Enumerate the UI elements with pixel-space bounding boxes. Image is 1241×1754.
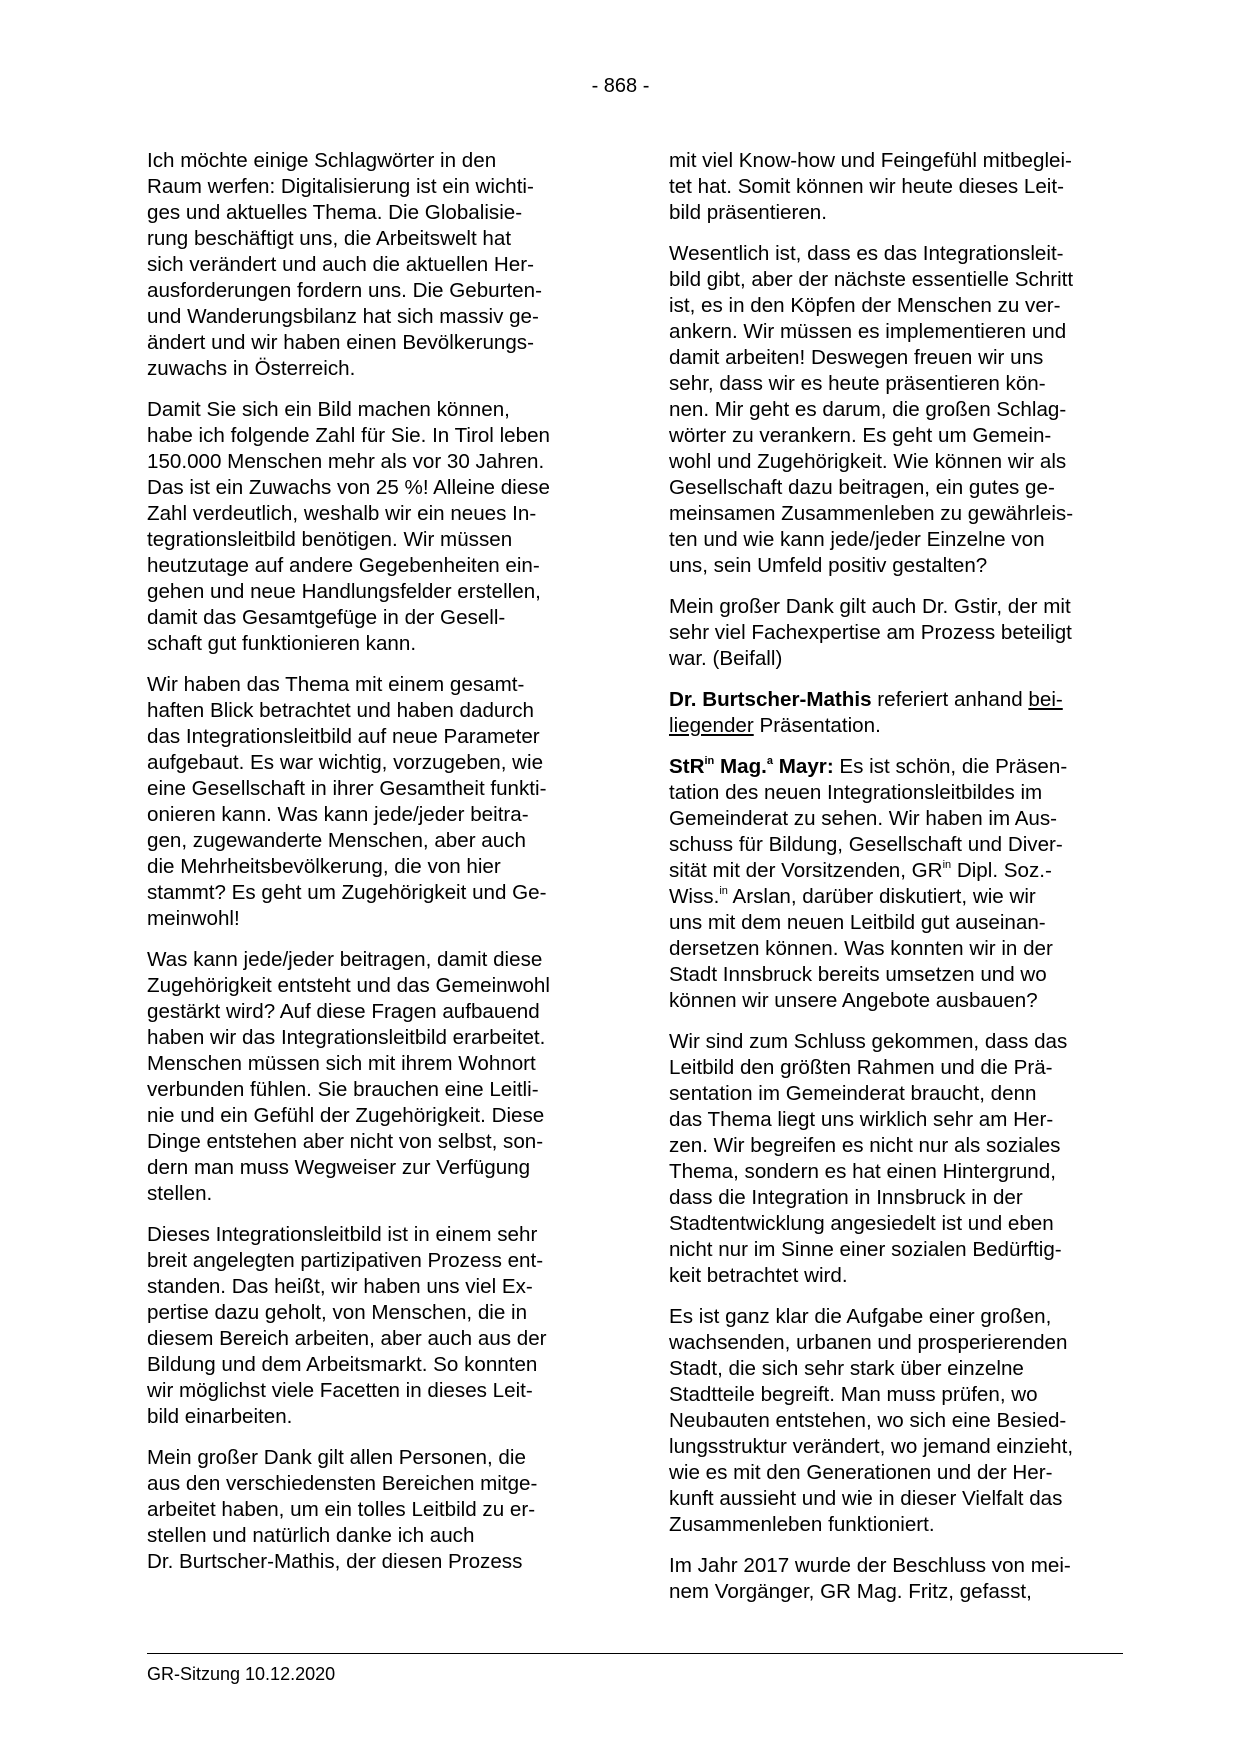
- paragraph: [147, 947, 602, 1207]
- text-line: war. (Beifall): [669, 647, 783, 670]
- text-line: bild präsentieren.: [669, 201, 827, 224]
- text-line: meinsamen Zusammenleben zu gewährleis-: [669, 502, 1074, 525]
- text-line: diesem Bereich arbeiten, aber auch aus der: [147, 1327, 547, 1350]
- text-line: Wir sind zum Schluss gekommen, dass das: [669, 1030, 1068, 1053]
- text-line: wir möglichst viele Facetten in dieses Leit-: [147, 1379, 533, 1402]
- text-line: onieren kann. Was kann jede/jeder beitra-: [147, 803, 529, 826]
- text-line: Das ist ein Zuwachs von 25 %! Alleine diese: [147, 476, 550, 499]
- text-line: sehr, dass wir es heute präsentieren kön-: [669, 372, 1046, 395]
- text-line: Zugehörigkeit entsteht und das Gemeinwohl: [147, 974, 550, 997]
- text-line: Leitbild den größten Rahmen und die Prä-: [669, 1056, 1053, 1079]
- text-line: bild einarbeiten.: [147, 1405, 293, 1428]
- text-line: Dinge entstehen aber nicht von selbst, son-: [147, 1130, 544, 1153]
- text-line: Mein großer Dank gilt allen Personen, die: [147, 1446, 526, 1469]
- text-line: damit das Gesamtgefüge in der Gesell-: [147, 606, 506, 629]
- paragraph: [147, 1222, 602, 1430]
- text-line: Wesentlich ist, dass es das Integrationsleit-: [669, 242, 1064, 265]
- speaker-name: Dr. Burtscher-Mathis: [669, 688, 872, 711]
- footer-session-date: GR-Sitzung 10.12.2020: [147, 1664, 336, 1684]
- text-line: das Thema liegt uns wirklich sehr am Her-: [669, 1108, 1054, 1131]
- paragraph: [669, 1553, 1121, 1605]
- attachment-link[interactable]: bei-: [1028, 688, 1063, 711]
- text-line: nen. Mir geht es darum, die großen Schlag-: [669, 398, 1067, 421]
- text-line: gestärkt wird? Auf diese Fragen aufbauend: [147, 1000, 540, 1023]
- text-line: tegrationsleitbild benötigen. Wir müssen: [147, 528, 513, 551]
- text-line: Ich möchte einige Schlagwörter in den: [147, 149, 497, 172]
- text-line: tet hat. Somit können wir heute dieses Leit-: [669, 175, 1064, 198]
- text-line: kunft aussieht und wie in dieser Vielfalt das: [669, 1487, 1063, 1510]
- text-line: Stadtteile begreift. Man muss prüfen, wo: [669, 1383, 1038, 1406]
- text-line: breit angelegten partizipativen Prozess ent-: [147, 1249, 544, 1272]
- text-line: nie und ein Gefühl der Zugehörigkeit. Diese: [147, 1104, 545, 1127]
- text-line: bild gibt, aber der nächste essentielle Schritt: [669, 268, 1074, 291]
- paragraph: [147, 1445, 602, 1575]
- text-line: Im Jahr 2017 wurde der Beschluss von mei-: [669, 1554, 1071, 1577]
- paragraph: [147, 672, 602, 932]
- paragraph: [147, 397, 602, 657]
- text-line: Es ist ganz klar die Aufgabe einer großen,: [669, 1305, 1052, 1328]
- text-line: nem Vorgänger, GR Mag. Fritz, gefasst,: [669, 1580, 1032, 1603]
- text-line: verbunden fühlen. Sie brauchen eine Leitli-: [147, 1078, 539, 1101]
- text-line: eine Gesellschaft in ihrer Gesamtheit funkti-: [147, 777, 547, 800]
- text-line: wie es mit den Generationen und der Her-: [669, 1461, 1053, 1484]
- text-line: haften Blick betrachtet und haben dadurch: [147, 699, 534, 722]
- text-line: haben wir das Integrationsleitbild erarbeitet.: [147, 1026, 546, 1049]
- text-line: Was kann jede/jeder beitragen, damit diese: [147, 948, 543, 971]
- text-line: sich verändert und auch die aktuellen Her-: [147, 253, 534, 276]
- text-line: lungsstruktur verändert, wo jemand einzieht,: [669, 1435, 1074, 1458]
- speaker-name: StR$^{in}$ Mag.$^a$ Mayr:: [669, 755, 834, 778]
- text-line: ankern. Wir müssen es implementieren und: [669, 320, 1067, 343]
- speaker-paragraph: Dr. Burtscher-Mathis referiert anhand bei- liegender Präsentation.: [669, 688, 1063, 737]
- paragraph: [147, 148, 602, 382]
- text-line: aufgebaut. Es war wichtig, vorzugeben, wie: [147, 751, 544, 774]
- text-line: schaft gut funktionieren kann.: [147, 632, 417, 655]
- text-line: uns, sein Umfeld positiv gestalten?: [669, 554, 988, 577]
- text-line: pertise dazu geholt, von Menschen, die in: [147, 1301, 528, 1324]
- text-line: ges und aktuelles Thema. Die Globalisie-: [147, 201, 523, 224]
- text-line: zen. Wir begreifen es nicht nur als soziales: [669, 1134, 1061, 1157]
- paragraph: [669, 241, 1121, 579]
- text-line: stammt? Es geht um Zugehörigkeit und Ge-: [147, 881, 547, 904]
- text-line: nicht nur im Sinne einer sozialen Bedürftig-: [669, 1238, 1062, 1261]
- text-line: Menschen müssen sich mit ihrem Wohnort: [147, 1052, 536, 1075]
- text-line: stellen.: [147, 1182, 213, 1205]
- text-line: Gesellschaft dazu beitragen, ein gutes ge-: [669, 476, 1055, 499]
- right-column: [669, 148, 1121, 1620]
- text-line: ausforderungen fordern uns. Die Geburten-: [147, 279, 542, 302]
- attachment-link[interactable]: liegender: [669, 714, 754, 737]
- text-line: dass die Integration in Innsbruck in der: [669, 1186, 1023, 1209]
- page-number: - 868 -: [591, 75, 650, 97]
- paragraph: [669, 148, 1121, 226]
- text-line: standen. Das heißt, wir haben uns viel Ex-: [147, 1275, 533, 1298]
- text-line: Zahl verdeutlich, weshalb wir ein neues In-: [147, 502, 537, 525]
- text-line: das Integrationsleitbild auf neue Parameter: [147, 725, 540, 748]
- text-line: zuwachs in Österreich.: [147, 357, 356, 380]
- text-line: 150.000 Menschen mehr als vor 30 Jahren.: [147, 450, 545, 473]
- text-line: Wir haben das Thema mit einem gesamt-: [147, 673, 525, 696]
- text-line: sentation im Gemeinderat braucht, denn: [669, 1082, 1037, 1105]
- text-line: wachsenden, urbanen und prosperierenden: [669, 1331, 1068, 1354]
- text-line: ten und wie kann jede/jeder Einzelne von: [669, 528, 1045, 551]
- text-line: dern man muss Wegweiser zur Verfügung: [147, 1156, 531, 1179]
- text-line: gehen und neue Handlungsfelder erstellen,: [147, 580, 541, 603]
- paragraph: [669, 594, 1121, 672]
- text-line: wörter zu verankern. Es geht um Gemein-: [669, 424, 1052, 447]
- text-line: Mein großer Dank gilt auch Dr. Gstir, der mit: [669, 595, 1071, 618]
- text-line: Bildung und dem Arbeitsmarkt. So konnten: [147, 1353, 538, 1376]
- text-line: Neubauten entstehen, wo sich eine Besied-: [669, 1409, 1067, 1432]
- text-line: Dr. Burtscher-Mathis, der diesen Prozess: [147, 1550, 523, 1573]
- text-line: Zusammenleben funktioniert.: [669, 1513, 935, 1536]
- text-line: Thema, sondern es hat einen Hintergrund,: [669, 1160, 1056, 1183]
- text-line: Dieses Integrationsleitbild ist in einem sehr: [147, 1223, 538, 1246]
- text-line: arbeitet haben, um ein tolles Leitbild zu er-: [147, 1498, 536, 1521]
- speaker-paragraph: StR$^{in}$ Mag.$^a$ Mayr: Es ist schön, die Präsen- tation des neuen Integrationsleitbildes im Gemeinderat zu sehen. Wir haben im Aus- schuss für Bildung, Gesellschaft und Diver- sität mit der Vorsitzenden, $GR^{in}$ Dipl. Soz.- Wiss.$^{in}$ Arslan, darüber diskutiert, wie wir uns mit dem neuen Leitbild gut auseinan- dersetzen können. Was konnten wir in der Stadt Innsbruck bereits umsetzen und wo können wir unsere Angebote ausbauen?: [669, 755, 1068, 1012]
- text-line: Damit Sie sich ein Bild machen können,: [147, 398, 510, 421]
- text-line: meinwohl!: [147, 907, 240, 930]
- text-line: stellen und natürlich danke ich auch: [147, 1524, 475, 1547]
- text-line: die Mehrheitsbevölkerung, die von hier: [147, 855, 501, 878]
- text-line: habe ich folgende Zahl für Sie. In Tirol leben: [147, 424, 550, 447]
- text-line: sehr viel Fachexpertise am Prozess beteiligt: [669, 621, 1072, 644]
- text-line: mit viel Know-how und Feingefühl mitbeglei-: [669, 149, 1072, 172]
- text-line: damit arbeiten! Deswegen freuen wir uns: [669, 346, 1044, 369]
- footer-divider: [147, 1653, 1123, 1654]
- text-line: und Wanderungsbilanz hat sich massiv ge-: [147, 305, 539, 328]
- text-line: ändert und wir haben einen Bevölkerungs-: [147, 331, 534, 354]
- text-line: Stadtentwicklung angesiedelt ist und eben: [669, 1212, 1054, 1235]
- text-line: keit betrachtet wird.: [669, 1264, 848, 1287]
- paragraph: [669, 1304, 1121, 1538]
- text-line: Raum werfen: Digitalisierung ist ein wichti-: [147, 175, 534, 198]
- text-line: gen, zugewanderte Menschen, aber auch: [147, 829, 526, 852]
- text-line: ist, es in den Köpfen der Menschen zu ver-: [669, 294, 1061, 317]
- text-line: Stadt, die sich sehr stark über einzelne: [669, 1357, 1024, 1380]
- text-line: wohl und Zugehörigkeit. Wie können wir als: [669, 450, 1067, 473]
- text-line: rung beschäftigt uns, die Arbeitswelt hat: [147, 227, 512, 250]
- text-line: heutzutage auf andere Gegebenheiten ein-: [147, 554, 540, 577]
- left-column: [147, 148, 602, 1590]
- paragraph: [669, 1029, 1121, 1289]
- text-line: aus den verschiedensten Bereichen mitge-: [147, 1472, 538, 1495]
